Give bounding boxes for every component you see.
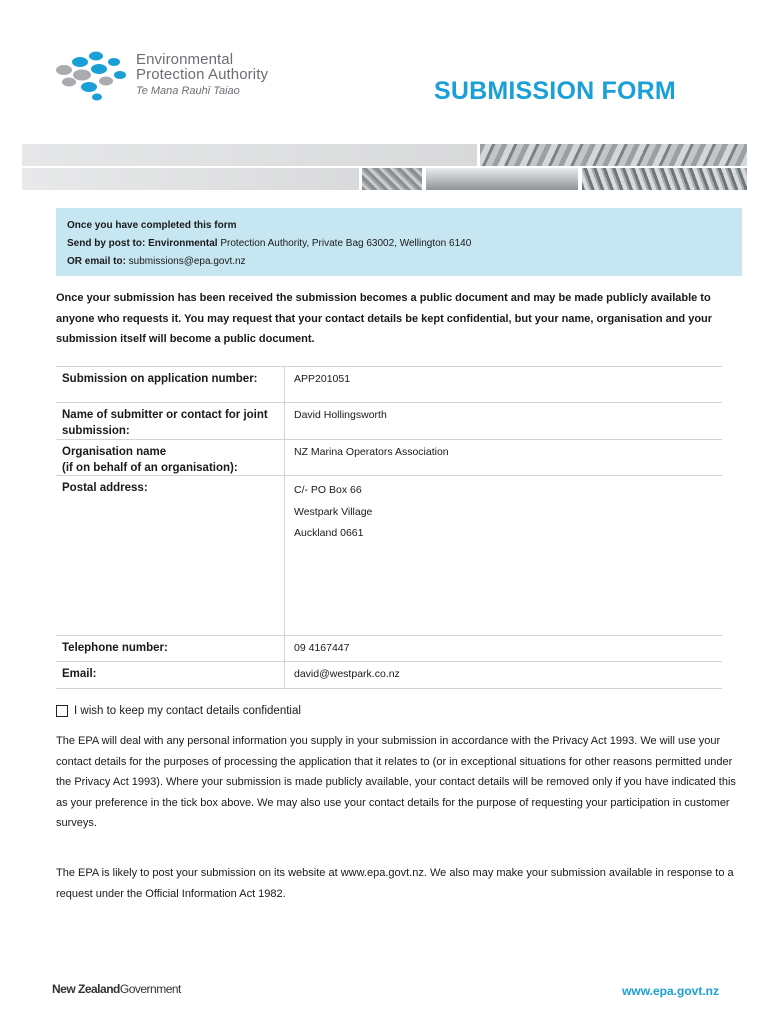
website-link[interactable]: www.epa.govt.nz: [622, 984, 719, 998]
table-row: [56, 636, 722, 662]
submitter-details-table: [56, 366, 722, 689]
public-document-notice: Once your submission has been received the submission becomes a public document and may be made publicly available to anyone who requests it. You may request that your contact details be kept confidential, but your name, organisation and your submission itself will become a public document.: [56, 292, 713, 345]
website-statement: The EPA is likely to post your submission on its website at www.epa.govt.nz. We also may make your submission available in response to a request under the Official Information Act 1982.: [56, 867, 734, 900]
confidential-option[interactable]: [56, 705, 301, 717]
instructions-box: [56, 208, 742, 276]
organisation-label-line1: Organisation name: [62, 446, 167, 458]
decorative-band-bottom: [22, 168, 359, 190]
telephone-label: Telephone number:: [62, 642, 168, 654]
post-address: Protection Authority, Private Bag 63002, Wellington 6140: [217, 238, 472, 249]
submitter-name-label: Name of submitter or contact for joint submission:: [62, 409, 268, 437]
post-label: Send by post to: Environmental: [67, 238, 218, 249]
table-row: [56, 476, 722, 636]
org-name-line1: Environmental: [136, 51, 234, 68]
table-row: [56, 662, 722, 689]
submission-email: submissions@epa.govt.nz: [125, 256, 246, 267]
nz-government-logo-thin: Government: [119, 982, 181, 996]
header-photo-landscape: [426, 168, 578, 190]
epa-logo: [52, 48, 312, 104]
email-field[interactable]: david@westpark.co.nz: [284, 662, 722, 688]
nz-government-logo-bold: New Zealand: [52, 982, 120, 996]
submitter-name-field[interactable]: David Hollingsworth: [284, 403, 722, 439]
postal-address-label: Postal address:: [62, 482, 148, 494]
table-row: [56, 366, 722, 403]
email-label: OR email to:: [67, 256, 126, 267]
postal-address-field[interactable]: [284, 476, 722, 635]
org-maori-name: Te Mana Rauhī Taiao: [136, 85, 240, 97]
application-number-label: Submission on application number:: [62, 373, 258, 385]
org-name-line2: Protection Authority: [136, 66, 269, 83]
nz-government-logo: [52, 982, 181, 996]
header-photo-fern: [480, 144, 747, 166]
header-photo-leaves: [582, 168, 747, 190]
instructions-heading: Once you have completed this form: [67, 220, 237, 231]
decorative-band-top: [22, 144, 477, 166]
application-number-field[interactable]: APP201051: [284, 367, 722, 402]
page-title: SUBMISSION FORM: [434, 77, 676, 105]
postal-address-line: Auckland 0661: [294, 527, 364, 539]
epa-logo-icon: [52, 48, 132, 104]
telephone-field[interactable]: 09 4167447: [284, 636, 722, 661]
table-row: [56, 440, 722, 476]
confidential-checkbox-label: I wish to keep my contact details confidential: [74, 705, 301, 717]
email-field-label: Email:: [62, 668, 97, 680]
postal-address-line: Westpark Village: [294, 505, 373, 518]
organisation-field[interactable]: NZ Marina Operators Association: [284, 440, 722, 475]
privacy-statement: The EPA will deal with any personal information you supply in your submission in accordance with the Privacy Act 1993. We will use your contact details for the purposes of processing the application that it relates to (or in exceptional situations for other reasons permitted under the Privacy Act 1993). Where your submission is made publicly available, your contact details will be removed only if you have indicated this as your preference in the tick box above. We may also use your contact details for the purpose of requesting your participation in customer surveys.: [56, 735, 736, 829]
organisation-label: [56, 440, 284, 475]
postal-address-line: C/- PO Box 66: [294, 484, 362, 496]
confidential-checkbox[interactable]: [56, 705, 68, 717]
organisation-label-line2: (if on behalf of an organisation):: [62, 462, 238, 474]
table-row: [56, 403, 722, 440]
header-photo-texture: [362, 168, 422, 190]
